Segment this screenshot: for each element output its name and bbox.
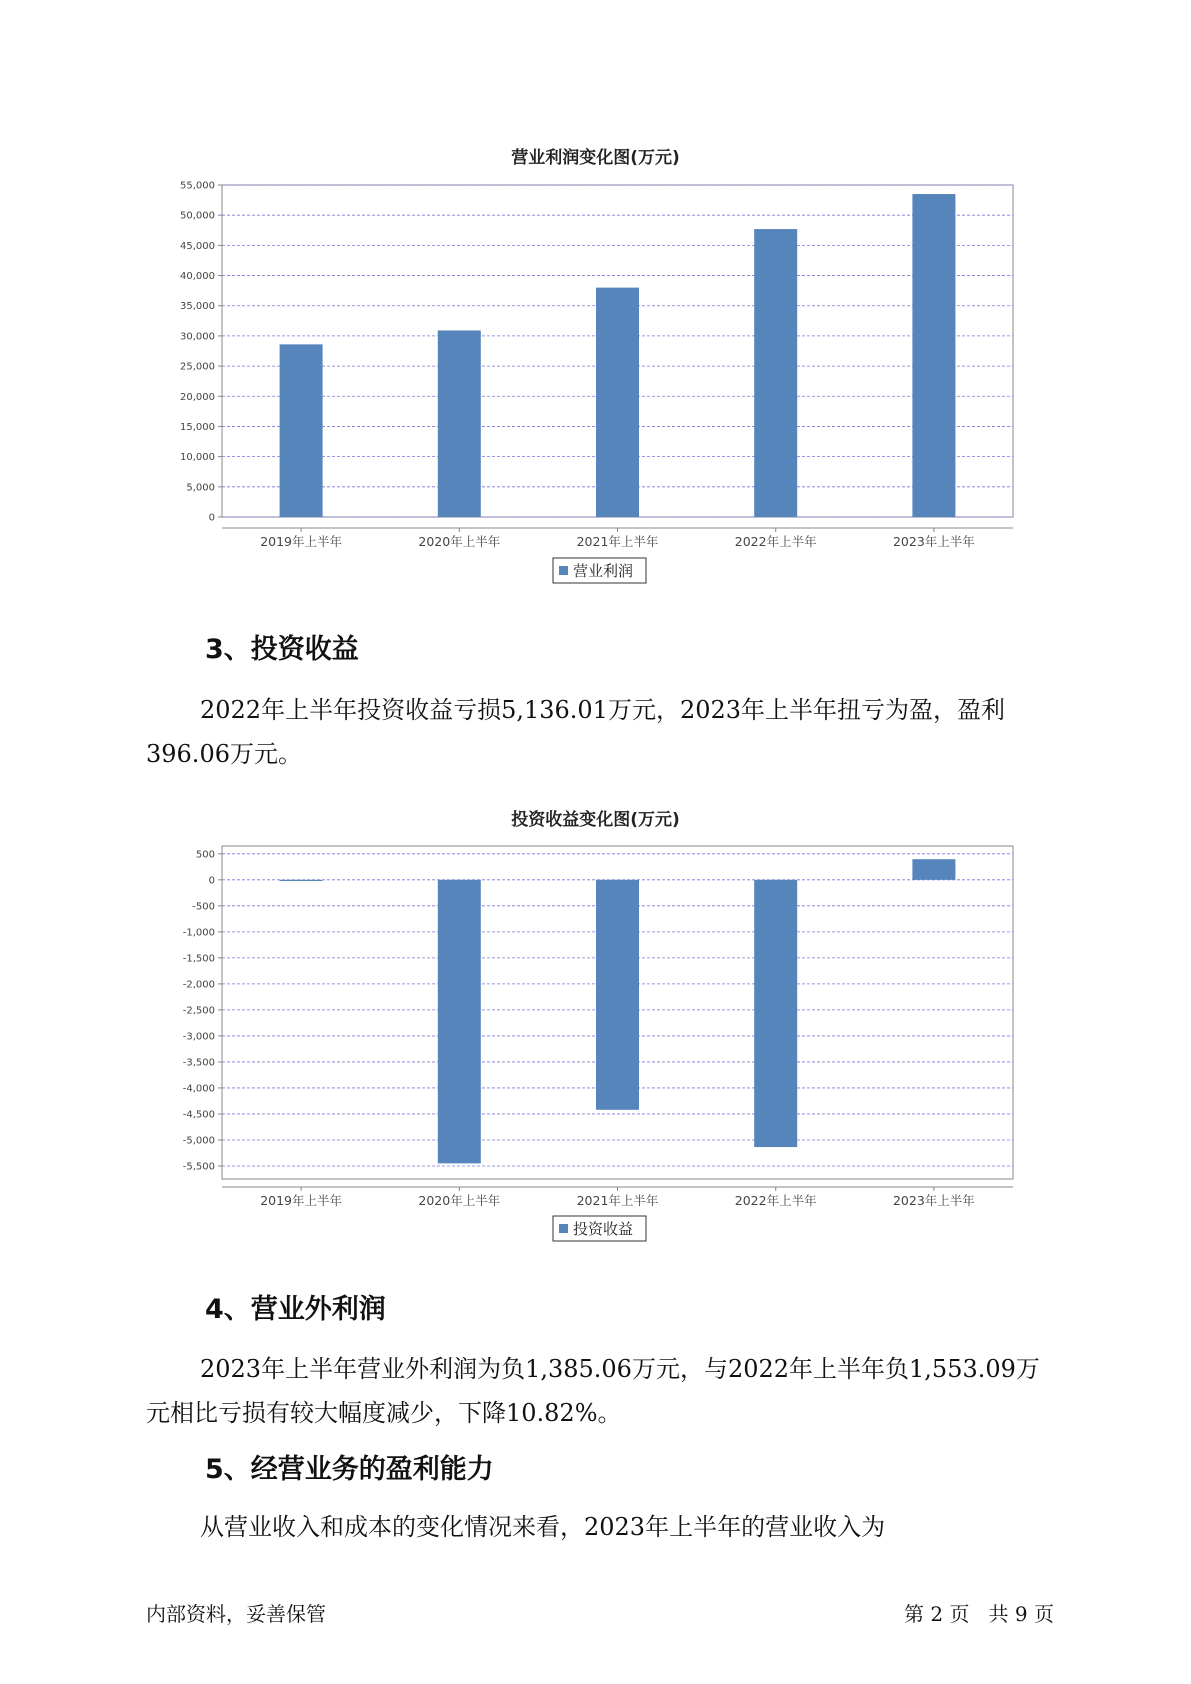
legend-label: 投资收益 (573, 1220, 634, 1238)
x-tick-label: 2019年上半年 (260, 1193, 343, 1208)
bar-2021年上半年 (596, 880, 639, 1110)
y-tick-label: -5,000 (182, 1135, 215, 1147)
y-tick-label: -1,000 (182, 927, 215, 939)
footer-page-number: 第 2 页 共 9 页 (904, 1602, 1054, 1626)
y-tick-label: 55,000 (180, 180, 215, 192)
x-tick-label: 2023年上半年 (892, 1193, 975, 1208)
y-tick-label: 10,000 (180, 452, 215, 464)
y-tick-label: 500 (195, 849, 215, 861)
y-tick-label: -3,500 (182, 1057, 215, 1069)
bar-2023年上半年 (912, 194, 955, 517)
y-tick-label: 0 (208, 512, 215, 524)
x-tick-label: 2020年上半年 (418, 534, 501, 549)
y-tick-label: 20,000 (180, 391, 215, 403)
y-tick-label: 25,000 (180, 361, 215, 373)
y-tick-label: 0 (208, 875, 215, 887)
section-5-text: 从营业收入和成本的变化情况来看，2023年上半年的营业收入为 (200, 1513, 886, 1541)
y-tick-label: 50,000 (180, 210, 215, 222)
section-5-heading: 5、经营业务的盈利能力 (205, 1454, 494, 1485)
y-tick-label: 15,000 (180, 421, 215, 433)
bar-2022年上半年 (754, 880, 797, 1147)
bar-2020年上半年 (438, 880, 481, 1164)
section-4-text: 2023年上半年营业外利润为负1,385.06万元，与2022年上半年负1,553.09万元相比亏损有较大幅度减少，下降10.82%。 (146, 1355, 1040, 1427)
bar-2021年上半年 (596, 288, 639, 517)
bar-2023年上半年 (912, 859, 955, 880)
y-tick-label: 40,000 (180, 271, 215, 283)
y-tick-label: -4,000 (182, 1083, 215, 1095)
x-tick-label: 2022年上半年 (734, 1193, 817, 1208)
y-tick-label: 5,000 (186, 482, 215, 494)
y-tick-label: -5,500 (182, 1161, 215, 1173)
x-tick-label: 2019年上半年 (260, 534, 343, 549)
x-tick-label: 2021年上半年 (576, 534, 659, 549)
section-5-paragraph (146, 1505, 1046, 1549)
bar-2022年上半年 (754, 229, 797, 517)
x-tick-label: 2023年上半年 (892, 534, 975, 549)
section-3-text: 2022年上半年投资收益亏损5,136.01万元，2023年上半年扭亏为盈，盈利396.06万元。 (146, 696, 1006, 768)
x-tick-label: 2020年上半年 (418, 1193, 501, 1208)
profit-chart-title: 营业利润变化图(万元) (511, 148, 680, 168)
legend-label: 营业利润 (573, 562, 634, 580)
bar-2019年上半年 (280, 344, 323, 517)
y-tick-label: -4,500 (182, 1109, 215, 1121)
y-tick-label: 35,000 (180, 301, 215, 313)
y-tick-label: -1,500 (182, 953, 215, 965)
x-tick-label: 2022年上半年 (734, 534, 817, 549)
y-tick-label: -2,500 (182, 1005, 215, 1017)
investment-bar-chart (0, 830, 1191, 1250)
profit-bar-chart (0, 170, 1191, 590)
section-3-heading: 3、投资收益 (205, 634, 359, 665)
y-tick-label: -500 (192, 901, 215, 913)
section-3-paragraph (146, 688, 1046, 776)
legend-swatch (559, 1224, 568, 1233)
investment-chart-title: 投资收益变化图(万元) (511, 810, 680, 830)
y-tick-label: 30,000 (180, 331, 215, 343)
section-4-paragraph (146, 1347, 1046, 1435)
legend-swatch (559, 566, 568, 575)
section-4-heading: 4、营业外利润 (205, 1294, 386, 1325)
y-tick-label: -2,000 (182, 979, 215, 991)
bar-2020年上半年 (438, 330, 481, 517)
y-tick-label: 45,000 (180, 240, 215, 252)
bar-2019年上半年 (280, 880, 323, 881)
footer-confidential-note: 内部资料，妥善保管 (146, 1602, 326, 1626)
y-tick-label: -3,000 (182, 1031, 215, 1043)
x-tick-label: 2021年上半年 (576, 1193, 659, 1208)
